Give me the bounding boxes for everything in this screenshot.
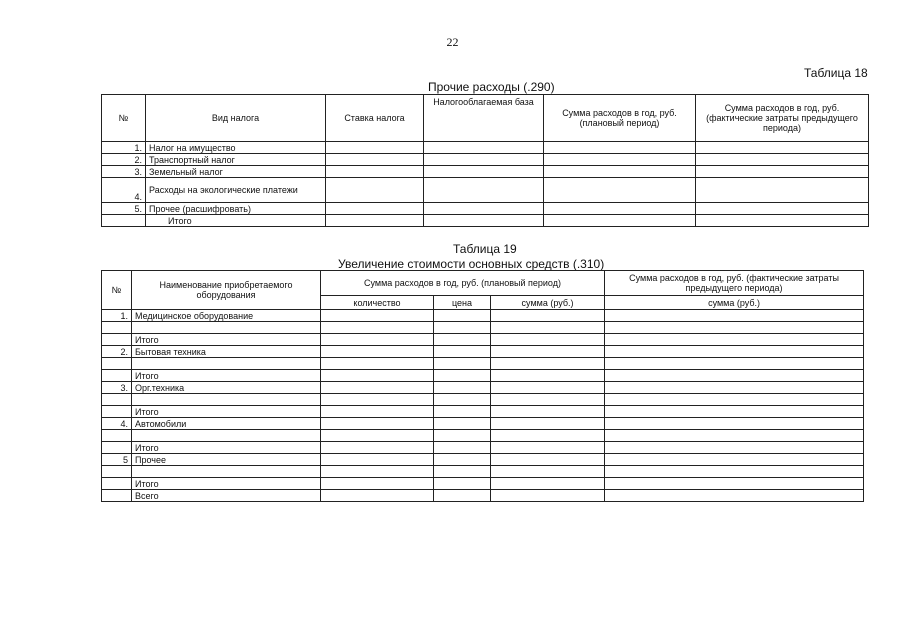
empty-cell bbox=[696, 215, 869, 227]
empty-cell bbox=[424, 215, 544, 227]
empty-cell bbox=[434, 442, 491, 454]
table-19-label: Таблица 19 bbox=[453, 242, 517, 256]
empty-cell bbox=[321, 358, 434, 370]
empty-cell bbox=[491, 394, 605, 406]
empty-cell bbox=[321, 430, 434, 442]
empty-cell bbox=[696, 178, 869, 203]
row-equipment-name: Всего bbox=[132, 490, 321, 502]
row-equipment-name bbox=[132, 358, 321, 370]
empty-cell bbox=[434, 478, 491, 490]
row-tax-name: Прочее (расшифровать) bbox=[146, 203, 326, 215]
row-equipment-name: Бытовая техника bbox=[132, 346, 321, 358]
empty-cell bbox=[321, 478, 434, 490]
col-header-planned-group: Сумма расходов в год, руб. (плановый период) bbox=[321, 271, 605, 296]
empty-cell bbox=[491, 478, 605, 490]
row-tax-name: Итого bbox=[146, 215, 326, 227]
row-number bbox=[102, 466, 132, 478]
row-number: 5. bbox=[102, 203, 146, 215]
col-header-number: № bbox=[102, 95, 146, 142]
row-tax-name: Расходы на экологические платежи bbox=[146, 178, 326, 203]
row-equipment-name: Итого bbox=[132, 334, 321, 346]
page-number: 22 bbox=[446, 35, 459, 49]
empty-cell bbox=[605, 310, 864, 322]
row-number: 1. bbox=[102, 310, 132, 322]
empty-cell bbox=[491, 442, 605, 454]
row-equipment-name: Орг.техника bbox=[132, 382, 321, 394]
row-equipment-name: Итого bbox=[132, 442, 321, 454]
row-equipment-name: Прочее bbox=[132, 454, 321, 466]
empty-cell bbox=[605, 346, 864, 358]
table-19-caption: Увеличение стоимости основных средств (.310) bbox=[338, 257, 605, 271]
row-tax-name: Налог на имущество bbox=[146, 142, 326, 154]
col-header-tax-type: Вид налога bbox=[146, 95, 326, 142]
row-number bbox=[102, 490, 132, 502]
empty-cell bbox=[321, 370, 434, 382]
empty-cell bbox=[605, 406, 864, 418]
row-number bbox=[102, 358, 132, 370]
table-row bbox=[102, 490, 864, 502]
row-number bbox=[102, 370, 132, 382]
row-equipment-name bbox=[132, 394, 321, 406]
empty-cell bbox=[424, 142, 544, 154]
empty-cell bbox=[321, 406, 434, 418]
table-row bbox=[102, 418, 864, 430]
row-number bbox=[102, 478, 132, 490]
row-equipment-name: Итого bbox=[132, 478, 321, 490]
empty-cell bbox=[491, 418, 605, 430]
empty-cell bbox=[321, 346, 434, 358]
table-row bbox=[102, 454, 864, 466]
empty-cell bbox=[434, 370, 491, 382]
empty-cell bbox=[491, 358, 605, 370]
table-row bbox=[102, 478, 864, 490]
empty-cell bbox=[434, 382, 491, 394]
col-header-tax-rate: Ставка налога bbox=[326, 95, 424, 142]
table-row bbox=[102, 166, 869, 178]
table-row bbox=[102, 382, 864, 394]
row-number: 2. bbox=[102, 154, 146, 166]
empty-cell bbox=[321, 418, 434, 430]
row-equipment-name bbox=[132, 322, 321, 334]
table-row bbox=[102, 178, 869, 203]
row-tax-name: Земельный налог bbox=[146, 166, 326, 178]
empty-cell bbox=[321, 334, 434, 346]
empty-cell bbox=[605, 394, 864, 406]
table-fixed-assets bbox=[101, 270, 864, 502]
row-number bbox=[102, 406, 132, 418]
empty-cell bbox=[696, 142, 869, 154]
row-number: 1. bbox=[102, 142, 146, 154]
empty-cell bbox=[605, 490, 864, 502]
empty-cell bbox=[326, 166, 424, 178]
empty-cell bbox=[434, 454, 491, 466]
empty-cell bbox=[544, 166, 696, 178]
row-number bbox=[102, 334, 132, 346]
empty-cell bbox=[605, 418, 864, 430]
table-row bbox=[102, 203, 869, 215]
empty-cell bbox=[424, 178, 544, 203]
empty-cell bbox=[424, 203, 544, 215]
row-number bbox=[102, 394, 132, 406]
empty-cell bbox=[491, 334, 605, 346]
empty-cell bbox=[434, 394, 491, 406]
empty-cell bbox=[321, 322, 434, 334]
empty-cell bbox=[424, 166, 544, 178]
row-number bbox=[102, 322, 132, 334]
empty-cell bbox=[605, 334, 864, 346]
empty-cell bbox=[434, 322, 491, 334]
row-number: 3. bbox=[102, 166, 146, 178]
table-other-expenses bbox=[101, 94, 869, 227]
empty-cell bbox=[491, 430, 605, 442]
empty-cell bbox=[321, 382, 434, 394]
empty-cell bbox=[491, 406, 605, 418]
empty-cell bbox=[434, 346, 491, 358]
empty-cell bbox=[434, 406, 491, 418]
empty-cell bbox=[326, 215, 424, 227]
table-18-label: Таблица 18 bbox=[804, 66, 868, 80]
table-row bbox=[102, 394, 864, 406]
table-row bbox=[102, 442, 864, 454]
table-18-caption: Прочие расходы (.290) bbox=[428, 80, 555, 94]
row-equipment-name bbox=[132, 466, 321, 478]
table-row bbox=[102, 322, 864, 334]
row-equipment-name bbox=[132, 430, 321, 442]
empty-cell bbox=[491, 370, 605, 382]
row-number bbox=[102, 442, 132, 454]
empty-cell bbox=[326, 203, 424, 215]
table-row bbox=[102, 346, 864, 358]
empty-cell bbox=[326, 142, 424, 154]
table-row bbox=[102, 334, 864, 346]
empty-cell bbox=[434, 310, 491, 322]
empty-cell bbox=[321, 442, 434, 454]
row-number: 4. bbox=[102, 178, 146, 203]
empty-cell bbox=[605, 382, 864, 394]
empty-cell bbox=[605, 442, 864, 454]
empty-cell bbox=[491, 490, 605, 502]
empty-cell bbox=[326, 178, 424, 203]
row-equipment-name: Автомобили bbox=[132, 418, 321, 430]
col-header-actual-group: Сумма расходов в год, руб. (фактические затраты предыдущего периода) bbox=[605, 271, 864, 296]
empty-cell bbox=[605, 430, 864, 442]
empty-cell bbox=[326, 154, 424, 166]
empty-cell bbox=[544, 203, 696, 215]
col-header-actual-expenses: Сумма расходов в год, руб. (фактические затраты предыдущего периода) bbox=[696, 95, 869, 142]
table-row bbox=[102, 370, 864, 382]
empty-cell bbox=[321, 454, 434, 466]
empty-cell bbox=[605, 454, 864, 466]
empty-cell bbox=[491, 310, 605, 322]
empty-cell bbox=[491, 382, 605, 394]
empty-cell bbox=[544, 215, 696, 227]
row-equipment-name: Медицинское оборудование bbox=[132, 310, 321, 322]
row-number bbox=[102, 215, 146, 227]
empty-cell bbox=[434, 490, 491, 502]
table-row bbox=[102, 358, 864, 370]
empty-cell bbox=[696, 203, 869, 215]
row-number: 3. bbox=[102, 382, 132, 394]
table-row bbox=[102, 154, 869, 166]
row-number: 5 bbox=[102, 454, 132, 466]
table-header-row bbox=[102, 271, 864, 296]
table-header-row bbox=[102, 95, 869, 142]
row-number: 4. bbox=[102, 418, 132, 430]
empty-cell bbox=[491, 466, 605, 478]
empty-cell bbox=[544, 154, 696, 166]
row-equipment-name: Итого bbox=[132, 370, 321, 382]
empty-cell bbox=[696, 166, 869, 178]
empty-cell bbox=[434, 418, 491, 430]
empty-cell bbox=[544, 142, 696, 154]
row-number: 2. bbox=[102, 346, 132, 358]
empty-cell bbox=[696, 154, 869, 166]
col-header-sum: сумма (руб.) bbox=[491, 296, 605, 310]
table-row bbox=[102, 142, 869, 154]
col-header-quantity: количество bbox=[321, 296, 434, 310]
empty-cell bbox=[321, 310, 434, 322]
empty-cell bbox=[491, 454, 605, 466]
empty-cell bbox=[321, 490, 434, 502]
col-header-actual-sum: сумма (руб.) bbox=[605, 296, 864, 310]
col-header-number: № bbox=[102, 271, 132, 310]
row-tax-name: Транспортный налог bbox=[146, 154, 326, 166]
table-row bbox=[102, 406, 864, 418]
col-header-taxable-base: Налогооблагаемая база bbox=[424, 95, 544, 142]
empty-cell bbox=[605, 370, 864, 382]
empty-cell bbox=[434, 358, 491, 370]
empty-cell bbox=[434, 466, 491, 478]
empty-cell bbox=[605, 478, 864, 490]
empty-cell bbox=[544, 178, 696, 203]
col-header-planned-expenses: Сумма расходов в год, руб. (плановый период) bbox=[544, 95, 696, 142]
table-row bbox=[102, 430, 864, 442]
col-header-price: цена bbox=[434, 296, 491, 310]
table-row bbox=[102, 215, 869, 227]
empty-cell bbox=[424, 154, 544, 166]
empty-cell bbox=[434, 430, 491, 442]
col-header-equipment-name: Наименование приобретаемого оборудования bbox=[132, 271, 321, 310]
empty-cell bbox=[491, 322, 605, 334]
row-number bbox=[102, 430, 132, 442]
row-equipment-name: Итого bbox=[132, 406, 321, 418]
empty-cell bbox=[605, 322, 864, 334]
table-row bbox=[102, 466, 864, 478]
empty-cell bbox=[321, 394, 434, 406]
empty-cell bbox=[605, 466, 864, 478]
empty-cell bbox=[491, 346, 605, 358]
empty-cell bbox=[605, 358, 864, 370]
empty-cell bbox=[321, 466, 434, 478]
table-row bbox=[102, 310, 864, 322]
empty-cell bbox=[434, 334, 491, 346]
